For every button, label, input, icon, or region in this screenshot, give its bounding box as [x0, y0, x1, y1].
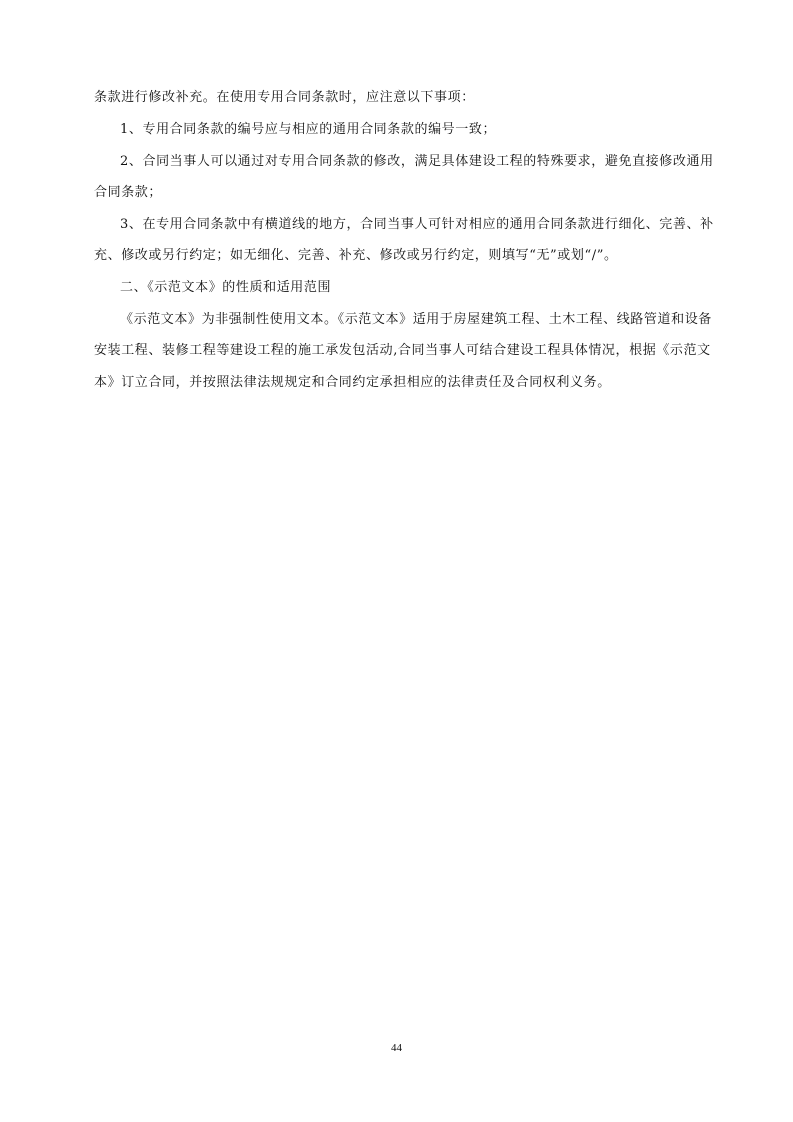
paragraph-line: 安装工程、装修工程等建设工程的施工承发包活动,合同当事人可结合建设工程具体情况，根据《示范文	[94, 343, 711, 358]
paragraph-line: 1、专用合同条款的编号应与相应的通用合同条款的编号一致；	[120, 122, 497, 137]
paragraph-line: 3、在专用合同条款中有横道线的地方，合同当事人可针对相应的通用合同条款进行细化、完善、补	[120, 217, 714, 232]
paragraph-line: 条款进行修改补充。在使用专用合同条款时，应注意以下事项：	[94, 90, 475, 105]
paragraph-line: 合同条款；	[94, 185, 163, 200]
paragraph-line: 本》订立合同，并按照法律法规规定和合同约定承担相应的法律责任及合同权利义务。	[94, 375, 611, 390]
paragraph-line: 充、修改或另行约定；如无细化、完善、补充、修改或另行约定，则填写“无”或划“/”。	[94, 248, 618, 263]
section-heading: 二、《示范文本》的性质和适用范围	[120, 280, 332, 295]
paragraph-line: 《示范文本》为非强制性使用文本。《示范文本》适用于房屋建筑工程、土木工程、线路管道和设备	[120, 312, 712, 327]
paragraph-line: 2、合同当事人可以通过对专用合同条款的修改，满足具体建设工程的特殊要求，避免直接修改通用	[120, 154, 714, 169]
page-number: 44	[391, 1042, 402, 1054]
